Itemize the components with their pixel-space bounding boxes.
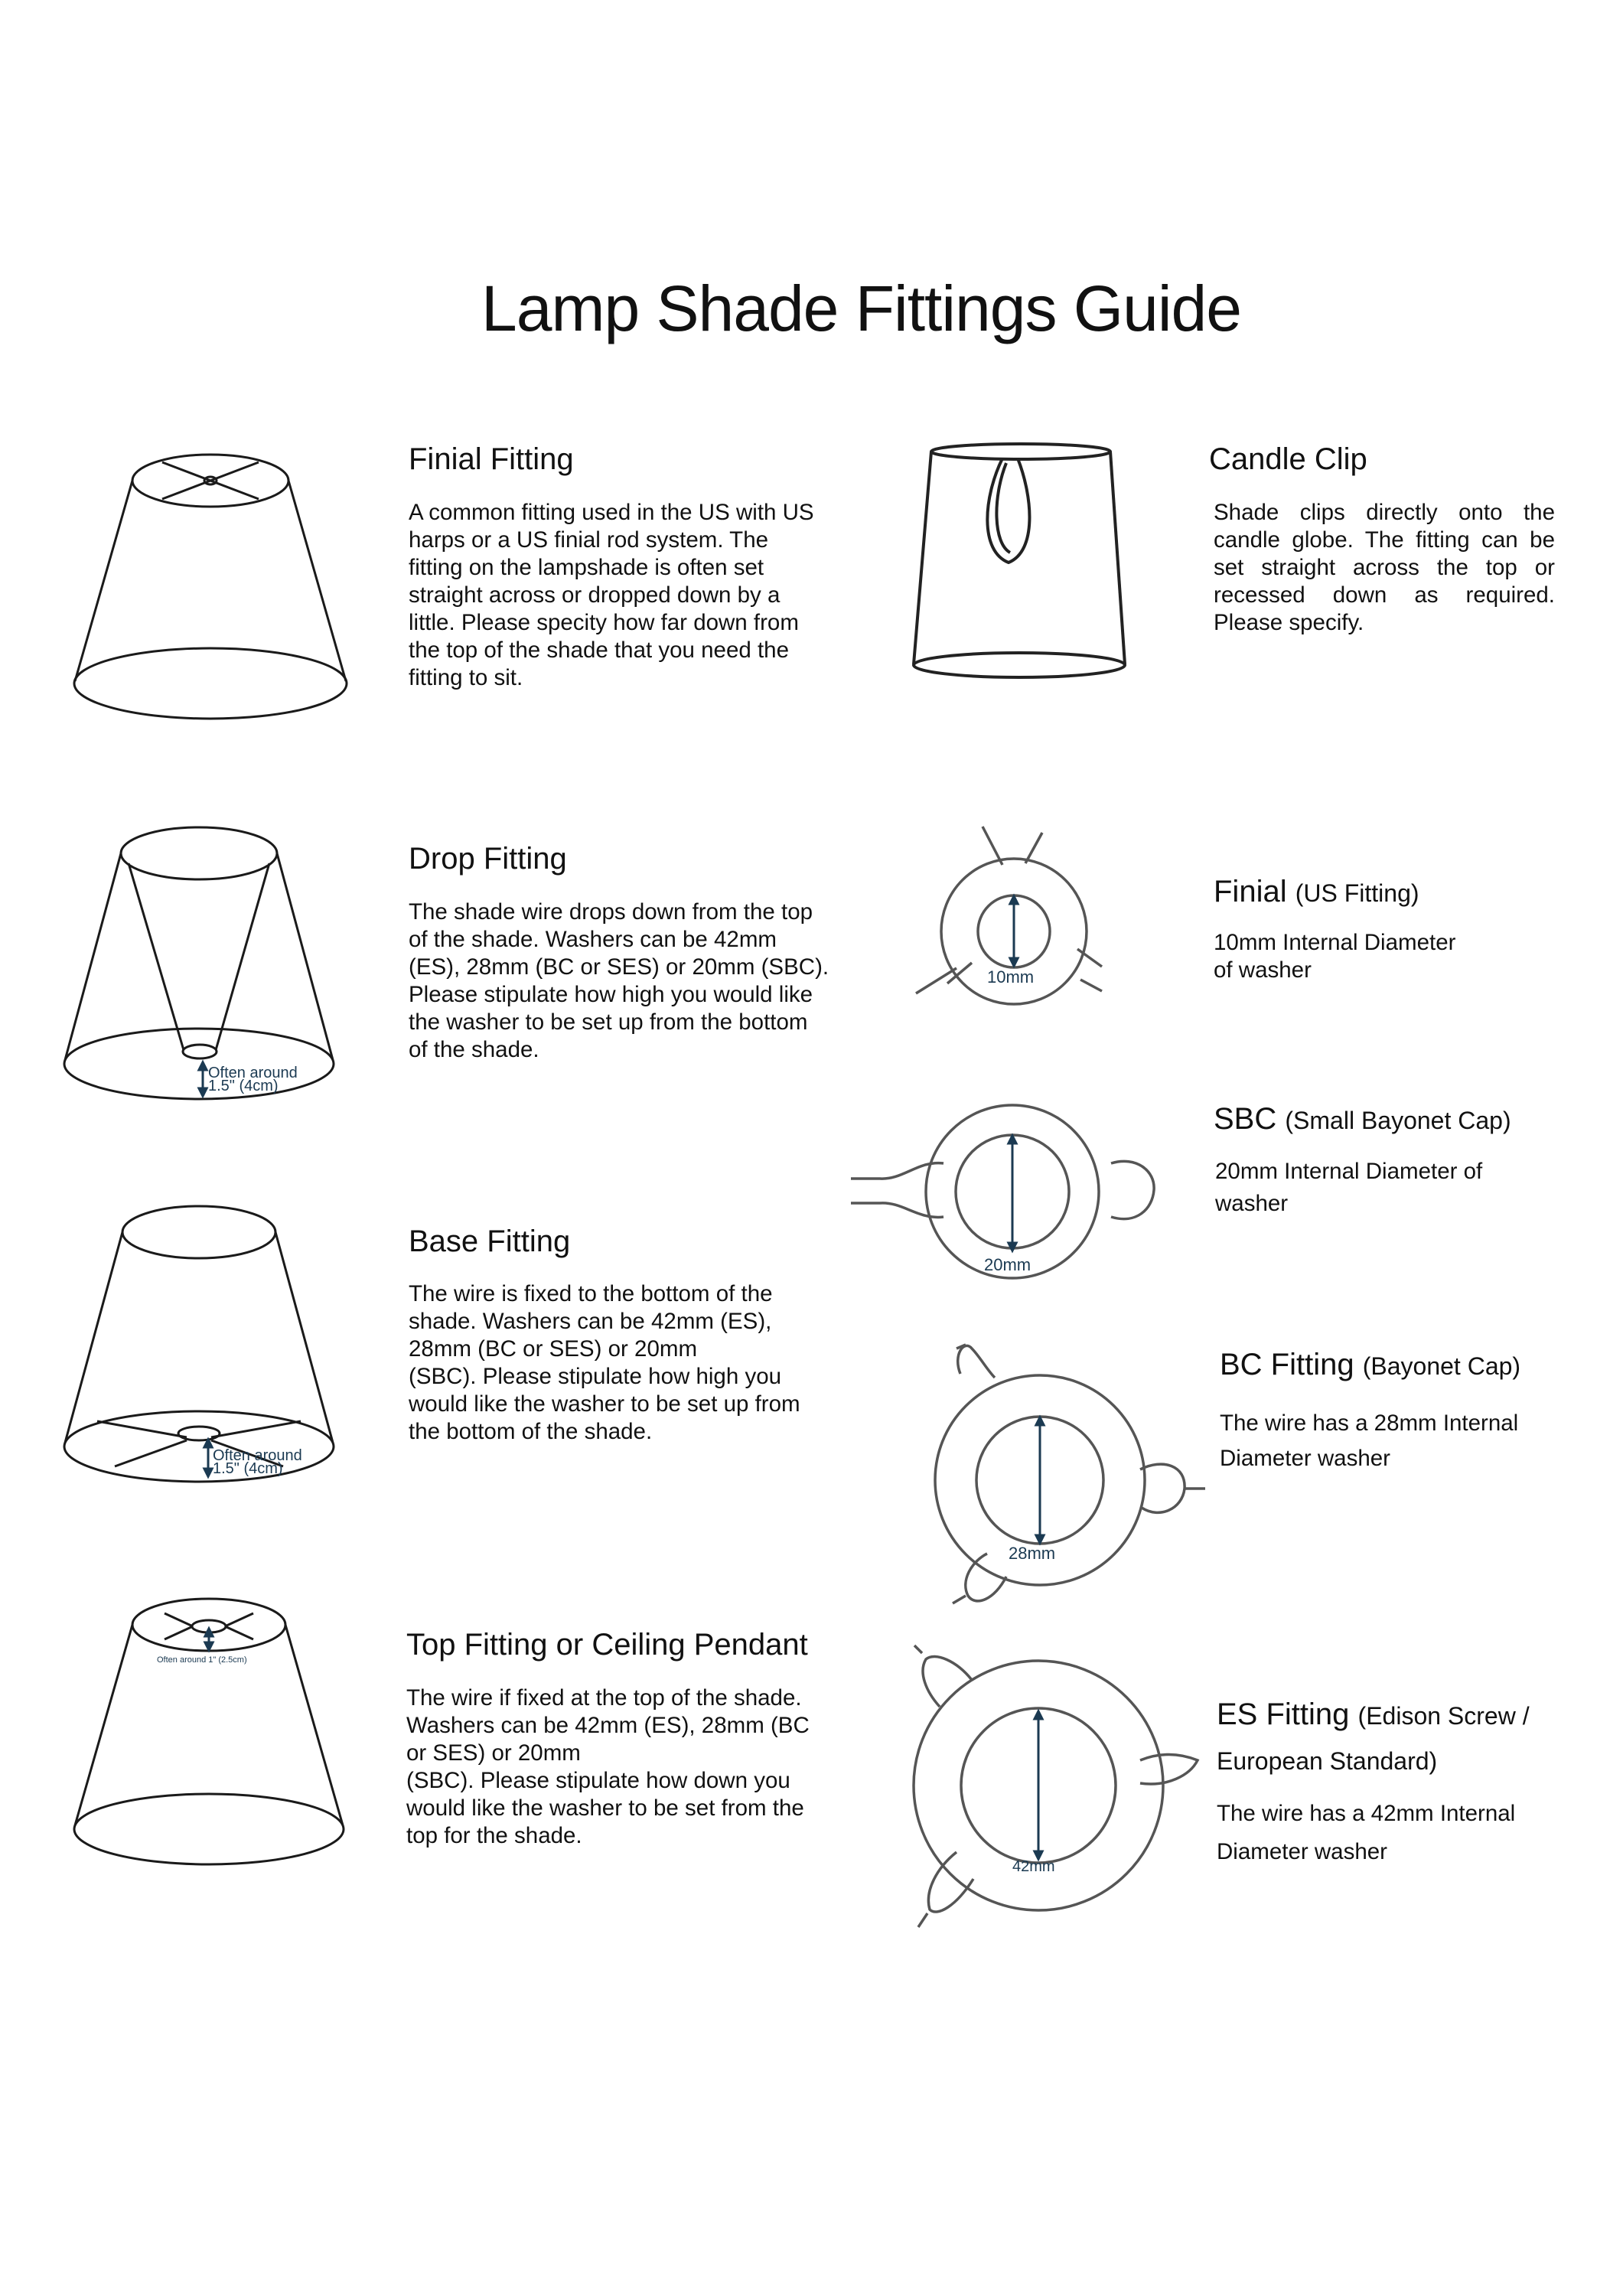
drop-fitting-shade-diagram: [64, 827, 334, 1099]
base-fitting-shade-diagram: [64, 1206, 334, 1482]
finial-fitting-shade-diagram: [74, 455, 347, 719]
drop-fitting-title: Drop Fitting: [409, 842, 567, 876]
es-fitting-subtitle-line1: (Edison Screw /: [1357, 1702, 1530, 1730]
candle-clip-shade-diagram: [914, 444, 1125, 677]
finial-us-description: 10mm Internal Diameter of washer: [1214, 930, 1456, 983]
bc-washer-diagram: [935, 1345, 1205, 1603]
finial-us-dim-label: 10mm: [987, 967, 1035, 987]
sbc-title-main: SBC: [1214, 1102, 1277, 1136]
finial-fitting-description: A common fitting used in the US with US harps or a US finial rod system. The fitting on the lampshade is often set straight across or dropped down by a little. Please specity how far down from the top of the shade that you need the fitting to sit.: [409, 500, 814, 690]
bc-fitting-title-main: BC Fitting: [1220, 1348, 1354, 1381]
page-title: Lamp Shade Fittings Guide: [481, 272, 1241, 344]
sbc-subtitle: (Small Bayonet Cap): [1285, 1107, 1511, 1134]
top-fitting-shade-diagram: [74, 1599, 344, 1864]
finial-fitting-title: Finial Fitting: [409, 442, 574, 476]
finial-us-title-main: Finial: [1214, 875, 1287, 908]
es-dim-label: 42mm: [1012, 1858, 1055, 1875]
top-fitting-description: The wire if fixed at the top of the shade. Washers can be 42mm (ES), 28mm (BC or SES) or 20mm (SBC). Please stipulate how down you would like the washer to be set from the top for the shade.: [406, 1685, 810, 1848]
bc-fitting-description: The wire has a 28mm Internal Diameter washer: [1220, 1411, 1519, 1471]
sbc-dim-label: 20mm: [984, 1255, 1031, 1274]
bc-dim-label: 28mm: [1009, 1544, 1056, 1563]
base-fitting-description: The wire is fixed to the bottom of the shade. Washers can be 42mm (ES), 28mm (BC or SES) or 20mm (SBC). Please stipulate how high you would like the washer to be set up from the bottom of the shade.: [409, 1281, 800, 1444]
top-fitting-title: Top Fitting or Ceiling Pendant: [406, 1628, 808, 1662]
bc-fitting-subtitle: (Bayonet Cap): [1362, 1352, 1521, 1380]
candle-clip-title: Candle Clip: [1209, 442, 1367, 476]
es-washer-diagram: [914, 1645, 1198, 1927]
es-fitting-description: The wire has a 42mm Internal Diameter washer: [1217, 1801, 1516, 1864]
base-fitting-title: Base Fitting: [409, 1225, 571, 1258]
base-fitting-note-line2: 1.5" (4cm): [213, 1460, 283, 1477]
top-fitting-note: Often around 1" (2.5cm): [157, 1655, 247, 1665]
candle-clip-description: Shade clips directly onto the candle globe. The fitting can be set straight across the top or recessed down as required. Please specify.: [1214, 500, 1555, 635]
es-fitting-title-main: ES Fitting: [1217, 1698, 1350, 1731]
drop-fitting-description: The shade wire drops down from the top of the shade. Washers can be 42mm (ES), 28mm (BC or SES) or 20mm (SBC). Please stipulate how high you would like the washer to be set up from the bottom of the shade.: [409, 899, 829, 1062]
base-fitting-note-line1: Often around: [213, 1447, 302, 1464]
finial-us-subtitle: (US Fitting): [1295, 879, 1419, 907]
es-fitting-subtitle-line2: European Standard): [1217, 1747, 1438, 1775]
sbc-description: 20mm Internal Diameter of washer: [1215, 1159, 1483, 1216]
drop-fitting-note-line1: Often around: [208, 1065, 298, 1081]
finial-us-washer-diagram: [916, 827, 1102, 1004]
drop-fitting-note-line2: 1.5" (4cm): [208, 1078, 279, 1094]
sbc-washer-diagram: [851, 1105, 1154, 1278]
